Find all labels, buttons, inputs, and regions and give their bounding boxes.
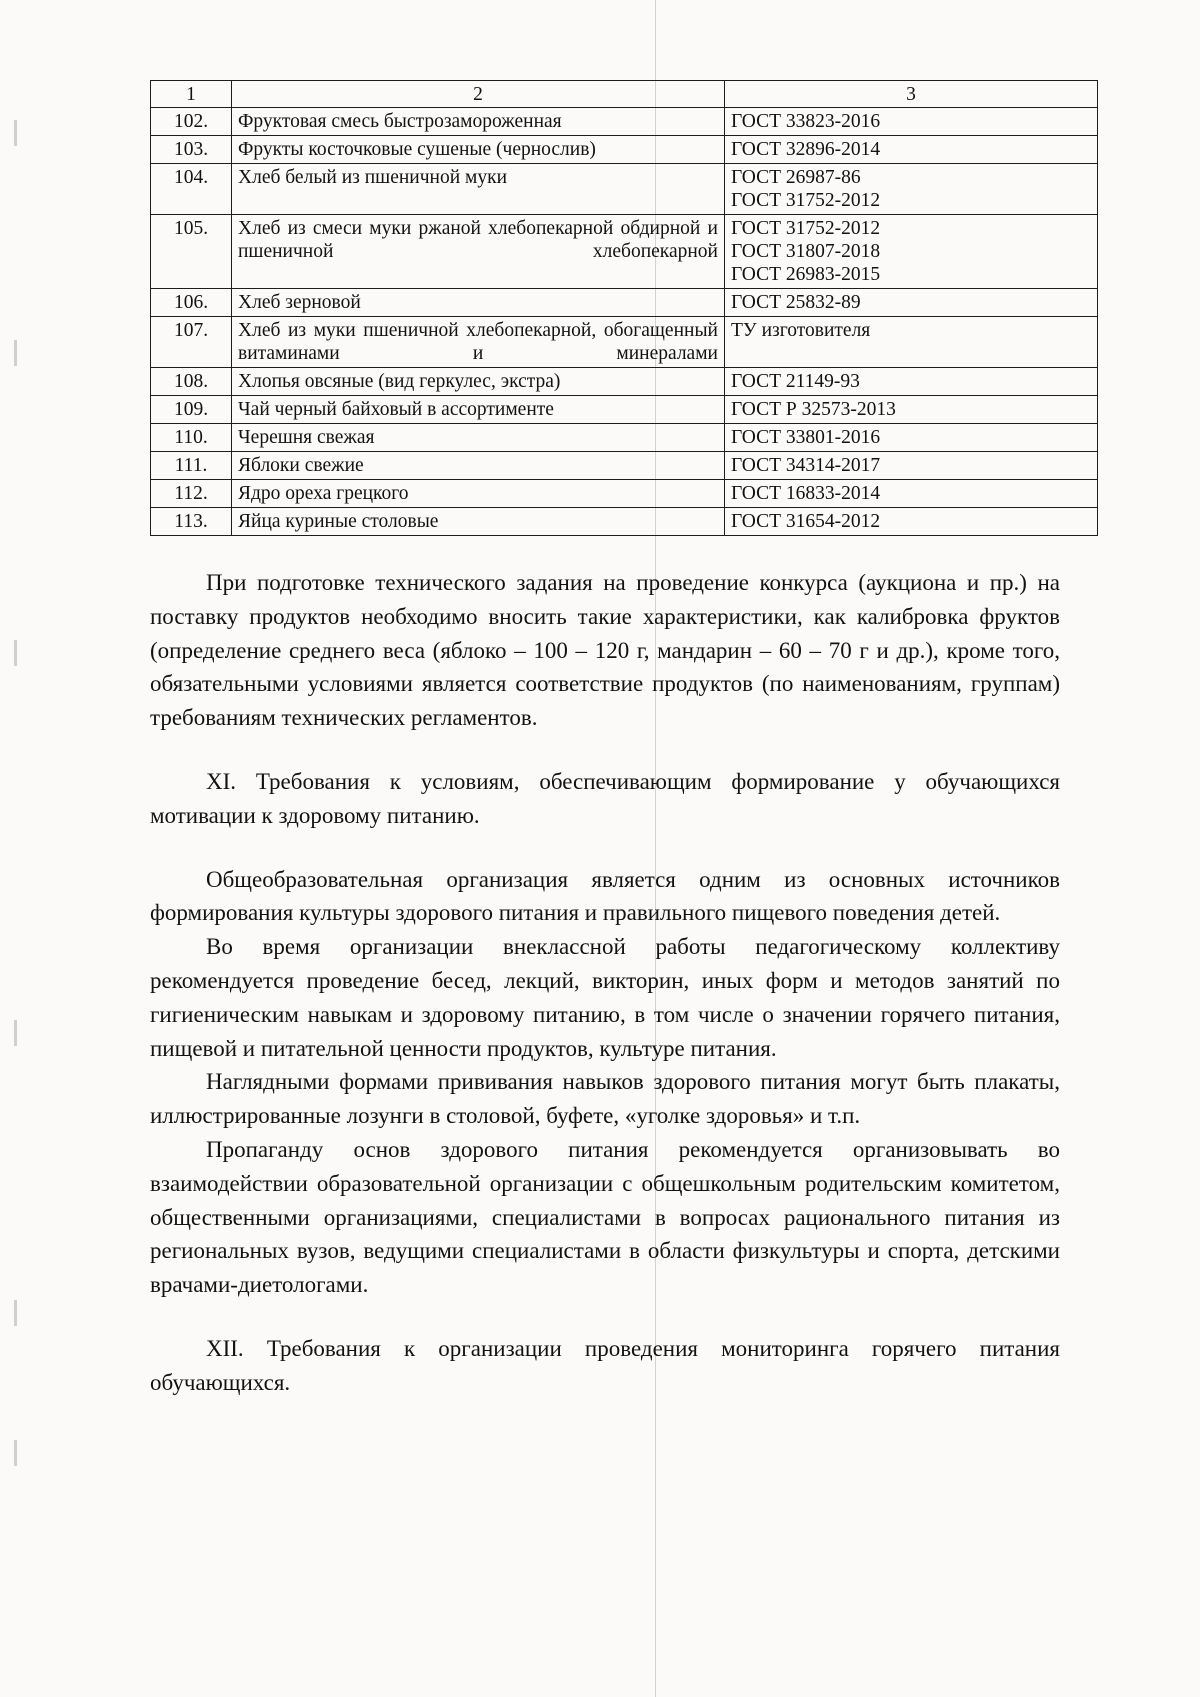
section-heading-xii: XII. Требования к организации проведения мониторинга горячего питания обучающихся. xyxy=(150,1335,1060,1395)
cell-product-name: Хлеб зерновой xyxy=(232,289,725,317)
table-row xyxy=(151,424,1098,452)
cell-standard xyxy=(725,289,1098,317)
cell-number: 106. xyxy=(151,289,232,317)
table-row xyxy=(151,452,1098,480)
standard-reference: ГОСТ 16833-2014 xyxy=(731,483,881,504)
table-row xyxy=(151,215,1098,289)
table-body xyxy=(151,108,1098,536)
cell-product-name: Хлеб белый из пшеничной муки xyxy=(232,164,725,215)
scan-edge-marks xyxy=(14,120,18,1520)
standard-reference: ГОСТ 31752-2012 xyxy=(731,190,881,211)
paragraph-propaganda: Пропаганду основ здорового питания рекомендуется организовывать во взаимодействии образовательной организации с общешкольным родительским комитетом, общественными организациями, специалистами в вопросах рационального питания из региональных вузов, ведущими специалистами в области физкультуры и спорта, детскими врачами-диетологами. xyxy=(150,1136,1060,1298)
cell-standard xyxy=(725,368,1098,396)
cell-product-name: Фрукты косточковые сушеные (чернослив) xyxy=(232,136,725,164)
standard-reference: ГОСТ 31807-2018 xyxy=(731,241,881,262)
standard-reference: ГОСТ 25832-89 xyxy=(731,292,861,313)
standard-reference: ГОСТ 33801-2016 xyxy=(731,427,881,448)
table-row xyxy=(151,508,1098,536)
cell-number: 113. xyxy=(151,508,232,536)
cell-standard xyxy=(725,396,1098,424)
cell-number: 112. xyxy=(151,480,232,508)
cell-number: 103. xyxy=(151,136,232,164)
column-header-name: 2 xyxy=(232,81,725,108)
table-row xyxy=(151,136,1098,164)
cell-standard xyxy=(725,108,1098,136)
paragraph-visual-forms: Наглядными формами прививания навыков здорового питания могут быть плакаты, иллюстрированные лозунги в столовой, буфете, «уголке здоровья» и т.п. xyxy=(150,1069,1060,1129)
product-standards-table xyxy=(150,80,1098,536)
cell-number: 105. xyxy=(151,215,232,289)
column-header-standard: 3 xyxy=(725,81,1098,108)
paragraph-technical-task: При подготовке технического задания на проведение конкурса (аукциона и пр.) на поставку продуктов необходимо вносить такие характеристики, как калибровка фруктов (определение среднего веса (яблоко – 100 – 120 г, мандарин – 60 – 70 г и др.), кроме того, обязательными условиями является соответствие продуктов (по наименованиям, группам) требованиям технических регламентов. xyxy=(150,570,1060,731)
cell-product-name: Ядро ореха грецкого xyxy=(232,480,725,508)
standard-reference: ГОСТ 21149-93 xyxy=(731,371,860,392)
cell-standard xyxy=(725,452,1098,480)
standard-reference: ГОСТ 26983-2015 xyxy=(731,264,881,285)
cell-product-name: Хлопья овсяные (вид геркулес, экстра) xyxy=(232,368,725,396)
cell-number: 109. xyxy=(151,396,232,424)
cell-number: 108. xyxy=(151,368,232,396)
standard-reference: ГОСТ 33823-2016 xyxy=(731,111,881,132)
cell-number: 110. xyxy=(151,424,232,452)
cell-standard xyxy=(725,424,1098,452)
standard-reference: ГОСТ 34314-2017 xyxy=(731,455,881,476)
paragraph-general-education-org: Общеобразовательная организация является одним из основных источников формирования культуры здорового питания и правильного пищевого поведения детей. xyxy=(150,866,1060,926)
table-row xyxy=(151,317,1098,368)
cell-product-name: Яйца куриные столовые xyxy=(232,508,725,536)
cell-standard xyxy=(725,317,1098,368)
cell-product-name: Черешня свежая xyxy=(232,424,725,452)
cell-standard xyxy=(725,215,1098,289)
section-heading-xi: XI. Требования к условиям, обеспечивающим формирование у обучающихся мотивации к здоровому питанию. xyxy=(150,768,1060,828)
table-row xyxy=(151,164,1098,215)
document-content xyxy=(150,80,1060,1400)
cell-product-name: Яблоки свежие xyxy=(232,452,725,480)
cell-product-name: Чай черный байховый в ассортименте xyxy=(232,396,725,424)
table-header-row xyxy=(151,81,1098,108)
standard-reference: ГОСТ 32896-2014 xyxy=(731,139,881,160)
standard-reference: ТУ изготовителя xyxy=(731,320,871,341)
column-header-number: 1 xyxy=(151,81,232,108)
table-row xyxy=(151,480,1098,508)
standard-reference: ГОСТ 26987-86 xyxy=(731,167,861,188)
cell-standard xyxy=(725,164,1098,215)
cell-product-name: Хлеб из смеси муки ржаной хлебопекарной обдирной и пшеничной хлебопекарной xyxy=(232,215,725,289)
standard-reference: ГОСТ 31752-2012 xyxy=(731,218,881,239)
table-row xyxy=(151,396,1098,424)
standard-reference: ГОСТ 31654-2012 xyxy=(731,511,881,532)
cell-standard xyxy=(725,508,1098,536)
cell-number: 111. xyxy=(151,452,232,480)
table-header xyxy=(151,81,1098,108)
table-row xyxy=(151,108,1098,136)
table-row xyxy=(151,368,1098,396)
cell-standard xyxy=(725,480,1098,508)
cell-product-name: Фруктовая смесь быстрозамороженная xyxy=(232,108,725,136)
cell-number: 104. xyxy=(151,164,232,215)
cell-product-name: Хлеб из муки пшеничной хлебопекарной, обогащенный витаминами и минералами xyxy=(232,317,725,368)
cell-standard xyxy=(725,136,1098,164)
table-row xyxy=(151,289,1098,317)
paragraph-extracurricular-work: Во время организации внеклассной работы педагогическому коллективу рекомендуется проведение бесед, лекций, викторин, иных форм и методов занятий по гигиеническим навыкам и здоровому питанию, в том числе о значении горячего питания, пищевой и питательной ценности продуктов, культуре питания. xyxy=(150,934,1060,1061)
standard-reference: ГОСТ Р 32573-2013 xyxy=(731,399,896,420)
cell-number: 107. xyxy=(151,317,232,368)
cell-number: 102. xyxy=(151,108,232,136)
